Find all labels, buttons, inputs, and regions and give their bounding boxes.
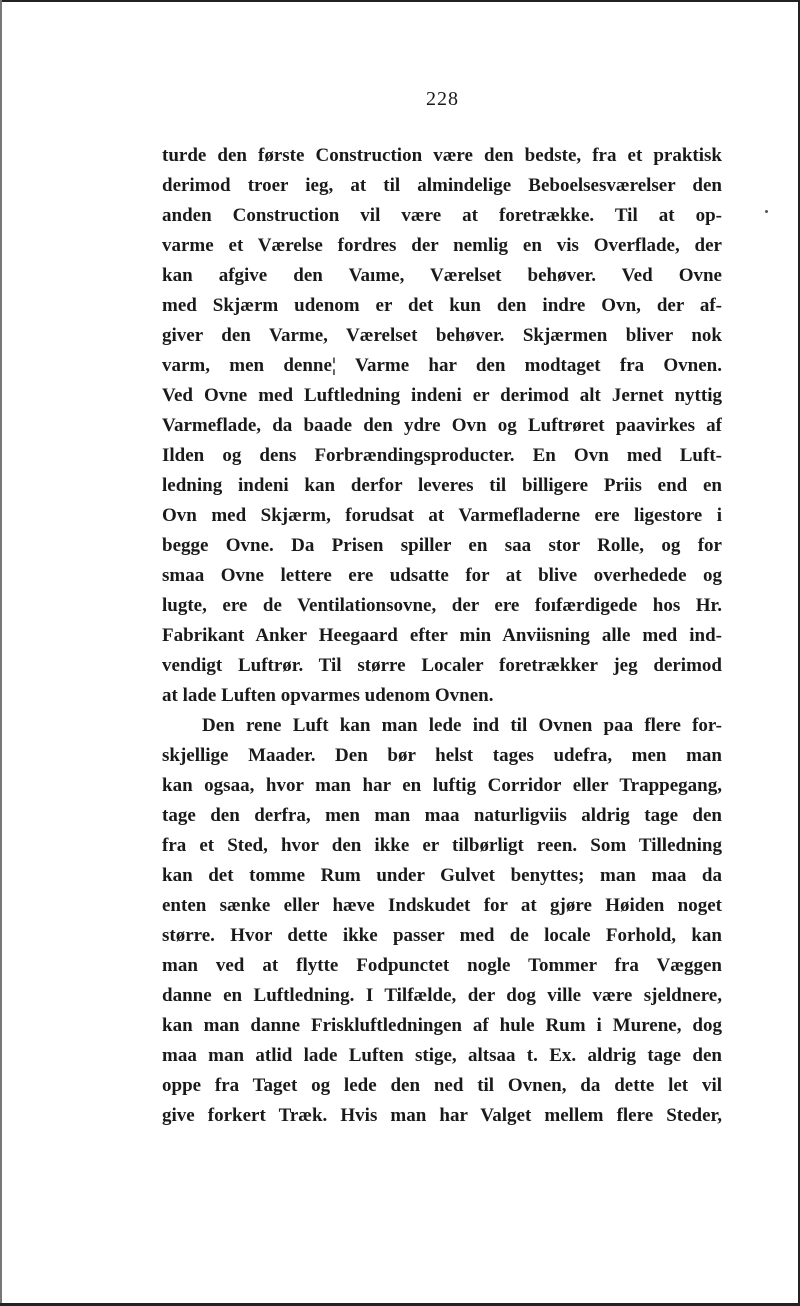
text-line: give forkert Træk. Hvis man har Valget mellem flere Steder, — [162, 1105, 722, 1126]
text-line: derimod troer ieg, at til almindelige Beboelsesværelser den — [162, 175, 722, 196]
text-line: Ovn med Skjærm, forudsat at Varmefladerne ere ligestore i — [162, 505, 722, 526]
paragraph-2 — [162, 711, 722, 1131]
text-line: at lade Luften opvarmes udenom Ovnen. — [162, 685, 494, 706]
text-line: turde den første Construction være den bedste, fra et praktisk — [162, 145, 722, 166]
text-line: anden Construction vil være at foretrække. Til at op- — [162, 205, 722, 226]
text-line: ledning indeni kan derfor leveres til billigere Priis end en — [162, 475, 722, 496]
paragraph-1 — [162, 141, 722, 711]
text-line: giver den Varme, Værelset behøver. Skjærmen bliver nok — [162, 325, 722, 346]
body-text — [162, 141, 722, 1131]
text-line: større. Hvor dette ikke passer med de locale Forhold, kan — [162, 925, 722, 946]
text-line: Den rene Luft kan man lede ind til Ovnen paa flere for- — [202, 715, 722, 736]
text-line: kan afgive den Vaıme, Værelset behøver. Ved Ovne — [162, 265, 722, 286]
text-line: vendigt Luftrør. Til større Localer foretrækker jeg derimod — [162, 655, 722, 676]
scan-edge-top — [0, 0, 800, 2]
text-line: maa man atlid lade Luften stige, altsaa t. Ex. aldrig tage den — [162, 1045, 722, 1066]
scan-edge-left — [0, 0, 2, 1306]
page-number: 228 — [426, 88, 459, 110]
text-line: smaa Ovne lettere ere udsatte for at blive overhedede og — [162, 565, 722, 586]
text-line: begge Ovne. Da Prisen spiller en saa stor Rolle, og for — [162, 535, 722, 556]
margin-mark — [765, 210, 768, 213]
text-line: oppe fra Taget og lede den ned til Ovnen, da dette let vil — [162, 1075, 722, 1096]
text-line: kan man danne Friskluftledningen af hule Rum i Murene, dog — [162, 1015, 722, 1036]
text-line: man ved at flytte Fodpunctet nogle Tommer fra Væggen — [162, 955, 722, 976]
text-line: skjellige Maader. Den bør helst tages udefra, men man — [162, 745, 722, 766]
text-line: varme et Værelse fordres der nemlig en vis Overflade, der — [162, 235, 722, 256]
text-line: kan det tomme Rum under Gulvet benyttes; man maa da — [162, 865, 722, 886]
text-line: Fabrikant Anker Heegaard efter min Anviisning alle med ind- — [162, 625, 722, 646]
text-line: enten sænke eller hæve Indskudet for at gjøre Høiden noget — [162, 895, 722, 916]
text-line: Ved Ovne med Luftledning indeni er derimod alt Jernet nyttig — [162, 385, 722, 406]
text-line: Ilden og dens Forbrændingsproducter. En Ovn med Luft- — [162, 445, 722, 466]
text-line: kan ogsaa, hvor man har en luftig Corridor eller Trappegang, — [162, 775, 722, 796]
text-line: lugte, ere de Ventilationsovne, der ere foıfærdigede hos Hr. — [162, 595, 722, 616]
text-line: danne en Luftledning. I Tilfælde, der dog ville være sjeldnere, — [162, 985, 722, 1006]
text-line: varm, men denne¦ Varme har den modtaget fra Ovnen. — [162, 355, 722, 376]
text-line: med Skjærm udenom er det kun den indre Ovn, der af- — [162, 295, 722, 316]
text-line: fra et Sted, hvor den ikke er tilbørligt reen. Som Tilledning — [162, 835, 722, 856]
text-line: tage den derfra, men man maa naturligviis aldrig tage den — [162, 805, 722, 826]
text-line: Varmeflade, da baade den ydre Ovn og Luftrøret paavirkes af — [162, 415, 722, 436]
